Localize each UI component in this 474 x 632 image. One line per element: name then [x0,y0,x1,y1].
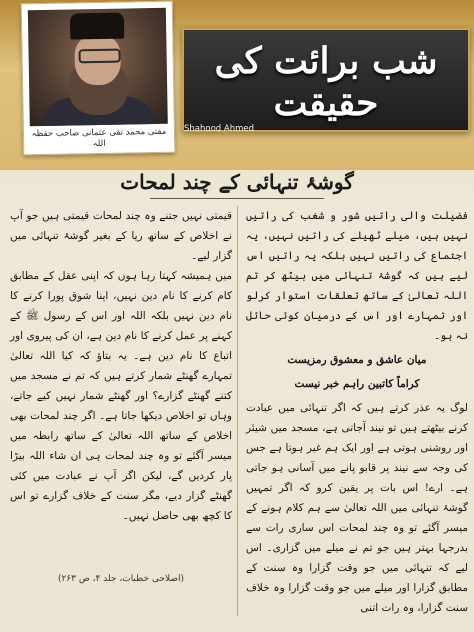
heading-divider [150,198,324,199]
page-title: شب برائت کی حقیقت [214,40,438,124]
poem-line: میان عاشق و معشوق رمزیست [287,354,427,366]
reference-citation: (اصلاحی خطبات، جلد ۴، ص ۲۶۳) [57,574,185,584]
paragraph: فضیلت والی راتیں شور و شغب کی راتیں نہیں ہیں، میلے ٹھیلے کی راتیں نہیں، یہ اجتماع کی راتیں نہیں بلکہ یہ راتیں اس لیے ہیں کہ گوشۂ تنہائی میں بیٹھ کر تم اللہ تعالیٰ کے ساتھ تعلقات استوار کرلو اور تمہارے اور اس کے درمیان کوئی حائل نہ ہو۔ [246,210,468,342]
author-tag: Shahood Ahmed [184,124,254,134]
article-column-right [246,206,468,618]
title-banner [182,28,470,132]
photo-caption: مفتی محمد تقی عثمانی صاحب حفظہ اللہ [31,126,167,150]
article-column-left [10,206,232,526]
author-photo-frame [21,1,176,156]
poem-line: کراماً کاتبین راہم خبر نیست [294,378,420,390]
author-photo [28,8,168,126]
paragraph: میں ہمیشہ کہتا رہا ہوں کہ اپنی عقل کے مطابق کام کرنے کا نام دین نہیں، اپنا شوق پورا کرنے کا نام دین نہیں بلکہ اللہ اور اس کے رسول ﷺ کے کہنے پر عمل کرنے کا نام دین ہے، ان کی پیروی اور اتباع کا نام دین ہے۔ یہ بتاؤ کہ کیا اللہ تعالیٰ تمہارے گھنٹے شمار کرتے ہیں کہ تم نے مسجد میں کتنے گھنٹے گزارے؟ اور گھنٹے شمار نہیں کیے جاتے، وہاں تو اخلاص دیکھا جاتا ہے۔ اگر چند لمحات بھی اخلاص کے ساتھ اللہ تعالیٰ کے ساتھ رابطہ میں میسر آگئے تو وہ چند لمحات ہی ان شاء اللہ بیڑا پار کردیں گے، لیکن اگر آپ نے عبادت میں کئی گھنٹے گزار دیے، مگر سنت کے خلاف گزارے تو اس کا کچھ بھی حاصل نہیں۔ [10,270,232,522]
paragraph: لوگ یہ عذر کرتے ہیں کہ اگر تنہائی میں عبادت کرنے بیٹھتے ہیں تو نیند آجاتی ہے، مسجد میں شیئر اور روشنی ہوتی ہے اور ایک ہم غیر ہوتا ہے جس کی وجہ سے نیند پر قابو پانے میں آسانی ہو جاتی ہے۔ ارے! اس بات پر یقین کرو کہ اگر تمہیں گوشۂ تنہائی میں اللہ تعالیٰ سے ہم کلام ہونے کے میسر آگئے تو وہ چند لمحات اس ساری رات سے بدرجہا بہتر ہیں جو تم نے میلے میں گزاری۔ اس لیے کہ تنہائی میں جو وقت گزارا وہ سنت کے مطابق گزارا اور میلے میں جو وقت گزارا وہ خلاف سنت گزارا، وہ رات اتنی [246,402,468,614]
column-divider [237,206,238,616]
paragraph: قیمتی نہیں جتنے وہ چند لمحات قیمتی ہیں جو آپ نے اخلاص کے ساتھ ریا کے بغیر گوشۂ تنہائی میں گزار لیے۔ [10,210,232,262]
article-heading: گوشۂ تنہائی کے چند لمحات [120,170,354,194]
